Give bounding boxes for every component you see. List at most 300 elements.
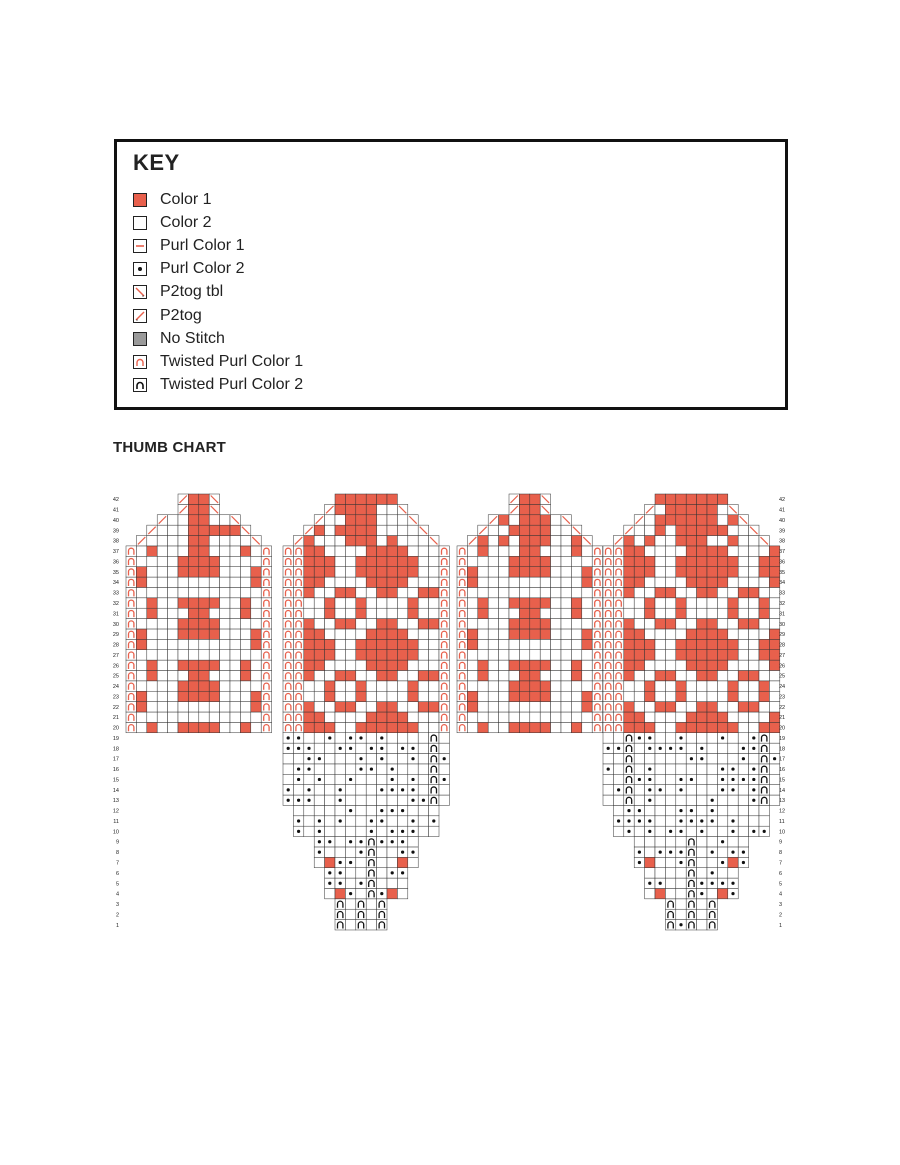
stitch-cell [571, 722, 581, 732]
stitch-cell [387, 556, 397, 566]
stitch-cell [540, 681, 550, 691]
stitch-cell [561, 598, 571, 608]
stitch-cell [561, 650, 571, 660]
stitch-cell [366, 494, 376, 504]
stitch-cell [540, 577, 550, 587]
stitch-cell [624, 754, 634, 764]
row-number: 14 [112, 787, 119, 794]
stitch-cell [613, 670, 623, 680]
stitch-cell [457, 629, 467, 639]
stitch-cell [738, 670, 748, 680]
stitch-cell [686, 577, 696, 587]
stitch-cell [168, 660, 178, 670]
stitch-cell [530, 681, 540, 691]
stitch-cell [304, 826, 314, 836]
stitch-cell [418, 546, 428, 556]
stitch-cell [634, 525, 644, 535]
purl-dot-mark [411, 747, 414, 750]
stitch-cell [325, 577, 335, 587]
stitch-cell [387, 722, 397, 732]
stitch-cell [457, 670, 467, 680]
stitch-cell [728, 629, 738, 639]
row-number: 10 [779, 829, 786, 836]
row-number: 30 [112, 621, 119, 628]
stitch-cell [356, 712, 366, 722]
stitch-cell [540, 536, 550, 546]
stitch-cell [457, 681, 467, 691]
stitch-cell [366, 577, 376, 587]
purl-dot-mark [391, 767, 394, 770]
stitch-cell [634, 598, 644, 608]
stitch-cell [686, 764, 696, 774]
stitch-cell [697, 722, 707, 732]
purl-dot-mark [339, 747, 342, 750]
stitch-cell [199, 650, 209, 660]
stitch-cell [377, 878, 387, 888]
stitch-cell [178, 567, 188, 577]
stitch-cell [188, 525, 198, 535]
stitch-cell [304, 577, 314, 587]
stitch-cell [561, 722, 571, 732]
purl-dot-mark [690, 757, 693, 760]
stitch-cell [397, 795, 407, 805]
purl-dot-mark [638, 809, 641, 812]
stitch-cell [488, 556, 498, 566]
stitch-cell [540, 619, 550, 629]
stitch-cell [356, 857, 366, 867]
stitch-cell [624, 639, 634, 649]
stitch-cell [168, 577, 178, 587]
stitch-cell [230, 525, 240, 535]
stitch-cell [387, 888, 397, 898]
purl-dot-mark [659, 851, 662, 854]
stitch-cell [582, 577, 592, 587]
stitch-cell [551, 546, 561, 556]
stitch-cell [261, 577, 271, 587]
stitch-cell [345, 629, 355, 639]
purl-dot-mark [731, 882, 734, 885]
stitch-cell [325, 712, 335, 722]
stitch-cell [397, 650, 407, 660]
stitch-cell [377, 868, 387, 878]
stitch-cell [697, 899, 707, 909]
stitch-cell [603, 598, 613, 608]
stitch-cell [230, 660, 240, 670]
stitch-cell [157, 712, 167, 722]
stitch-cell [707, 546, 717, 556]
stitch-cell [686, 909, 696, 919]
stitch-cell [345, 712, 355, 722]
stitch-cell [408, 577, 418, 587]
purl-dot-mark [411, 757, 414, 760]
stitch-cell [759, 660, 769, 670]
purl-dot-mark [659, 747, 662, 750]
stitch-cell [728, 536, 738, 546]
stitch-cell [676, 650, 686, 660]
stitch-cell [488, 670, 498, 680]
purl-dot-mark [773, 757, 776, 760]
stitch-cell [366, 608, 376, 618]
stitch-cell [488, 639, 498, 649]
stitch-cell [397, 556, 407, 566]
stitch-cell [634, 639, 644, 649]
stitch-cell [519, 546, 529, 556]
key-label: Color 2 [160, 213, 212, 231]
stitch-cell [488, 681, 498, 691]
stitch-cell [408, 650, 418, 660]
stitch-cell [519, 681, 529, 691]
stitch-cell [147, 598, 157, 608]
purl-dot-mark [679, 809, 682, 812]
purl-dot-mark [297, 799, 300, 802]
stitch-cell [467, 619, 477, 629]
p2tog-icon [133, 309, 147, 323]
stitch-cell [293, 567, 303, 577]
stitch-cell [220, 587, 230, 597]
stitch-cell [551, 722, 561, 732]
stitch-cell [634, 660, 644, 670]
stitch-cell [655, 774, 665, 784]
row-number: 40 [112, 517, 119, 524]
stitch-cell [240, 587, 250, 597]
stitch-cell [345, 598, 355, 608]
stitch-cell [592, 608, 602, 618]
stitch-cell [387, 515, 397, 525]
stitch-cell [697, 494, 707, 504]
stitch-cell [387, 608, 397, 618]
stitch-cell [397, 754, 407, 764]
stitch-cell [717, 556, 727, 566]
stitch-cell [676, 712, 686, 722]
stitch-cell [418, 702, 428, 712]
stitch-cell [230, 681, 240, 691]
purl-dot-mark [627, 819, 630, 822]
stitch-cell [314, 805, 324, 815]
stitch-cell [345, 556, 355, 566]
stitch-cell [429, 670, 439, 680]
row-number: 13 [112, 798, 119, 805]
stitch-cell [603, 660, 613, 670]
stitch-cell [283, 567, 293, 577]
purl-dot-mark [690, 819, 693, 822]
stitch-cell [551, 608, 561, 618]
stitch-cell [377, 608, 387, 618]
stitch-cell [509, 712, 519, 722]
row-number: 23 [112, 694, 119, 701]
stitch-cell [530, 712, 540, 722]
stitch-cell [488, 598, 498, 608]
stitch-cell [335, 805, 345, 815]
stitch-cell [738, 712, 748, 722]
stitch-cell [478, 670, 488, 680]
stitch-cell [561, 619, 571, 629]
key-item-purl1 [133, 234, 303, 257]
stitch-cell [251, 556, 261, 566]
stitch-cell [582, 567, 592, 577]
stitch-cell [335, 774, 345, 784]
purl-dot-mark [318, 840, 321, 843]
p2tog-tbl-icon [133, 285, 147, 299]
stitch-cell [335, 556, 345, 566]
stitch-cell [325, 816, 335, 826]
stitch-cell [749, 598, 759, 608]
stitch-cell [209, 712, 219, 722]
stitch-cell [418, 650, 428, 660]
stitch-cell [408, 691, 418, 701]
stitch-cell [304, 660, 314, 670]
purl-dot-mark [411, 778, 414, 781]
stitch-cell [387, 670, 397, 680]
stitch-cell [356, 546, 366, 556]
stitch-cell [717, 577, 727, 587]
stitch-cell [377, 536, 387, 546]
stitch-cell [283, 660, 293, 670]
stitch-cell [209, 702, 219, 712]
stitch-cell [509, 577, 519, 587]
row-number: 38 [112, 538, 119, 545]
row-number: 2 [779, 912, 783, 919]
stitch-cell [676, 878, 686, 888]
purl-dot-mark [370, 830, 373, 833]
stitch-cell [356, 515, 366, 525]
stitch-cell [707, 650, 717, 660]
stitch-cell [126, 670, 136, 680]
stitch-cell [418, 567, 428, 577]
stitch-cell [377, 525, 387, 535]
stitch-cell [582, 712, 592, 722]
stitch-cell [728, 598, 738, 608]
stitch-cell [571, 660, 581, 670]
stitch-cell [136, 619, 146, 629]
stitch-cell [304, 733, 314, 743]
purl-dot-mark [731, 851, 734, 854]
stitch-cell [728, 525, 738, 535]
stitch-cell [314, 660, 324, 670]
purl-dot-mark [679, 830, 682, 833]
purl-dot-mark [318, 830, 321, 833]
stitch-cell [188, 691, 198, 701]
purl-dot-mark [607, 767, 610, 770]
stitch-cell [335, 702, 345, 712]
stitch-cell [478, 702, 488, 712]
row-number: 23 [779, 694, 786, 701]
stitch-cell [366, 868, 376, 878]
stitch-cell [665, 660, 675, 670]
stitch-cell [665, 650, 675, 660]
stitch-cell [240, 619, 250, 629]
stitch-cell [335, 608, 345, 618]
purl-dot-mark [401, 871, 404, 874]
stitch-cell [408, 629, 418, 639]
stitch-cell [230, 598, 240, 608]
purl-dot-mark [370, 819, 373, 822]
purl-dot-mark [721, 788, 724, 791]
row-number: 36 [112, 559, 119, 566]
stitch-cell [749, 546, 759, 556]
stitch-cell [530, 722, 540, 732]
stitch-cell [582, 546, 592, 556]
stitch-cell [209, 587, 219, 597]
stitch-cell [749, 660, 759, 670]
stitch-cell [157, 722, 167, 732]
purl-dot-mark [742, 861, 745, 864]
stitch-cell [561, 702, 571, 712]
stitch-cell [561, 639, 571, 649]
purl-dot-mark [339, 882, 342, 885]
stitch-cell [551, 587, 561, 597]
stitch-cell [126, 712, 136, 722]
stitch-cell [188, 639, 198, 649]
stitch-cell [519, 504, 529, 514]
stitch-cell [377, 619, 387, 629]
stitch-cell [335, 515, 345, 525]
stitch-cell [686, 587, 696, 597]
stitch-cell [377, 899, 387, 909]
stitch-cell [304, 598, 314, 608]
stitch-cell [377, 909, 387, 919]
stitch-cell [408, 681, 418, 691]
color2-swatch-icon [133, 216, 147, 230]
stitch-cell [178, 577, 188, 587]
stitch-cell [335, 536, 345, 546]
stitch-cell [377, 660, 387, 670]
stitch-cell [439, 670, 449, 680]
stitch-cell [707, 660, 717, 670]
stitch-cell [551, 556, 561, 566]
stitch-cell [230, 639, 240, 649]
stitch-cell [418, 743, 428, 753]
stitch-cell [377, 515, 387, 525]
stitch-cell [418, 619, 428, 629]
stitch-cell [738, 660, 748, 670]
stitch-cell [397, 888, 407, 898]
stitch-cell [220, 608, 230, 618]
stitch-cell [356, 888, 366, 898]
row-number: 4 [115, 891, 119, 898]
stitch-cell [157, 556, 167, 566]
stitch-cell [561, 608, 571, 618]
stitch-cell [439, 712, 449, 722]
purl-dot-mark [742, 757, 745, 760]
stitch-cell [335, 712, 345, 722]
stitch-cell [397, 722, 407, 732]
stitch-cell [240, 702, 250, 712]
stitch-cell [624, 546, 634, 556]
stitch-cell [613, 598, 623, 608]
stitch-cell [592, 702, 602, 712]
stitch-cell [592, 660, 602, 670]
stitch-cell [540, 660, 550, 670]
stitch-cell [126, 691, 136, 701]
stitch-cell [603, 577, 613, 587]
stitch-cell [624, 567, 634, 577]
stitch-cell [717, 847, 727, 857]
stitch-cell [707, 857, 717, 867]
purl-dot-mark [700, 819, 703, 822]
stitch-cell [429, 619, 439, 629]
stitch-cell [655, 525, 665, 535]
stitch-cell [429, 567, 439, 577]
stitch-cell [613, 754, 623, 764]
stitch-cell [738, 702, 748, 712]
stitch-cell [209, 525, 219, 535]
stitch-cell [168, 536, 178, 546]
stitch-cell [157, 619, 167, 629]
purl-dot-mark [349, 809, 352, 812]
stitch-cell [283, 619, 293, 629]
stitch-cell [676, 868, 686, 878]
stitch-cell [418, 774, 428, 784]
stitch-cell [697, 546, 707, 556]
row-number: 31 [112, 611, 119, 618]
stitch-cell [645, 660, 655, 670]
purl-dot-mark [328, 736, 331, 739]
stitch-cell [467, 691, 477, 701]
stitch-cell [345, 619, 355, 629]
stitch-cell [345, 650, 355, 660]
stitch-cell [439, 681, 449, 691]
stitch-cell [759, 608, 769, 618]
purl-dot-mark [731, 778, 734, 781]
stitch-cell [530, 494, 540, 504]
stitch-cell [728, 567, 738, 577]
stitch-cell [686, 691, 696, 701]
stitch-cell [717, 722, 727, 732]
stitch-cell [738, 587, 748, 597]
stitch-cell [283, 650, 293, 660]
stitch-cell [467, 608, 477, 618]
stitch-cell [655, 857, 665, 867]
stitch-cell [408, 733, 418, 743]
stitch-cell [582, 629, 592, 639]
stitch-cell [325, 805, 335, 815]
stitch-cell [561, 546, 571, 556]
stitch-cell [126, 681, 136, 691]
stitch-cell [220, 691, 230, 701]
stitch-cell [519, 536, 529, 546]
stitch-cell [126, 587, 136, 597]
stitch-cell [717, 608, 727, 618]
purl-dot-mark [700, 830, 703, 833]
stitch-cell [408, 608, 418, 618]
row-number: 10 [112, 829, 119, 836]
stitch-cell [387, 847, 397, 857]
stitch-cell [592, 619, 602, 629]
stitch-cell [439, 598, 449, 608]
purl-dot-mark [443, 778, 446, 781]
purl-dot-mark [411, 799, 414, 802]
row-number: 28 [779, 642, 786, 649]
stitch-cell [325, 619, 335, 629]
stitch-cell [624, 795, 634, 805]
stitch-cell [209, 556, 219, 566]
stitch-cell [624, 619, 634, 629]
stitch-cell [603, 722, 613, 732]
stitch-cell [230, 722, 240, 732]
stitch-cell [749, 536, 759, 546]
key-item-color1 [133, 188, 303, 211]
purl-dot-mark [607, 747, 610, 750]
stitch-cell [188, 504, 198, 514]
stitch-cell [325, 515, 335, 525]
stitch-cell [728, 608, 738, 618]
stitch-cell [439, 691, 449, 701]
stitch-cell [209, 598, 219, 608]
stitch-cell [676, 795, 686, 805]
stitch-cell [551, 691, 561, 701]
purl-dot-mark [711, 871, 714, 874]
stitch-cell [530, 691, 540, 701]
